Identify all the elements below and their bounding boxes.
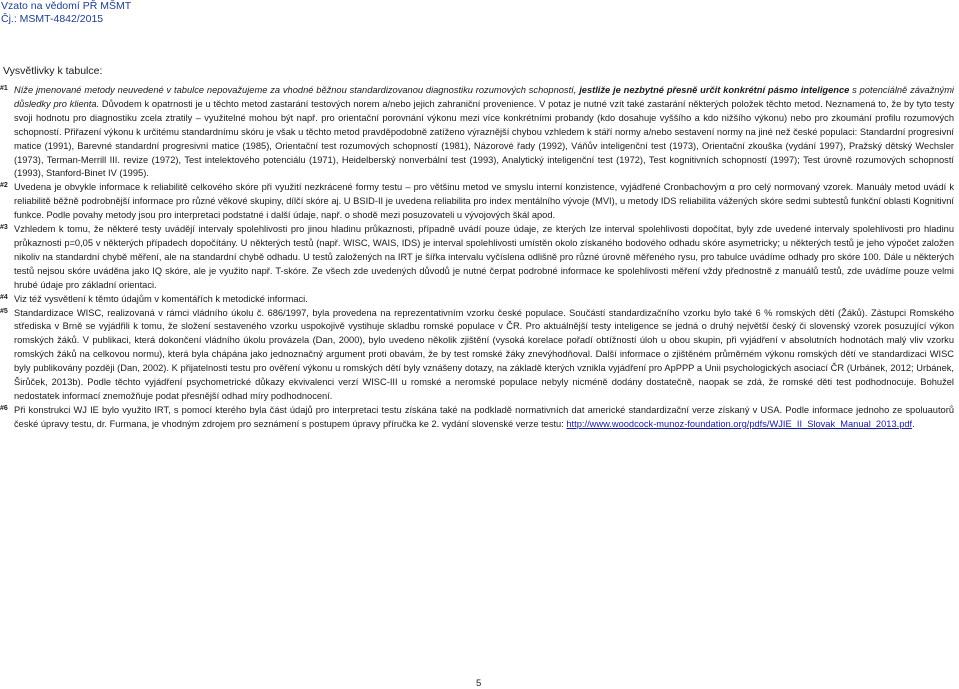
note-6-text-end: . [912, 418, 915, 429]
note-marker: #3 [0, 224, 8, 232]
note-1-intro-start: Níže jmenované metody neuvedené v tabulce nepovažujeme za vhodné běžnou standardizovanou diagnostiku rozumových schopností, [14, 85, 580, 95]
note-1 [0, 84, 954, 181]
note-6-text: Při konstrukci WJ IE bylo využito IRT, s pomocí kterého byla část údajů pro interpretaci testu získána také na podkladě normativních dat americké standardizační verze získaný v USA. Podle informace jednoho ze spoluautorů české úpravy testu, dr. Furmana, je vhodným zdrojem pro seznámení s postupem úpravy příručka ke 2. vydání slovenské verze testu: [14, 404, 954, 429]
header-reference-number: Čj.: MSMT-4842/2015 [1, 12, 104, 25]
note-1-text: Důvodem k opatrnosti je u těchto metod zastarání testových norem a/nebo jejich zahraniční provenience. V potaz je nutné vzít také zastarání některých položek těchto metod. Neznamená to, že by tyto testy svoji hodnotu pro diagnostiku zcela ztratily – využitelné mohou být např. pro orientační porovnání výkonu mezi více konkrétními probandy (kdo dosahuje vyššího a kdo nižšího výkonu) nebo pro zkoumání profilu rozumových schopností. Přiřazení výkonu k určitému standardnímu skóru je však u těchto metod pravděpodobně zatíženo výraznější chybou vzhledem k stáří normy a/nebo sestavení normy na jiné než české populaci: Standardní progresivní matice (1991), Barevné standardní progresivní matice (1985), Orientační test rozumových schopností (1981), Názorové řady (1992), Váňův inteligenční test (1973), Orientační zkouška (vydání 1997), Pražský dětský Wechsler (1973), Terman-Merrill III. revize (1972), Test intelektového potenciálu (1971), Heidelberský nonverbální test (1993), Analytický inteligenční test (1972), Test kognitivních schopností (1997); Test úrovně rozumových schopností (1993), Stanford-Binet IV (1995). [14, 98, 954, 179]
note-6 [0, 404, 954, 432]
note-2-text: Uvedena je obvykle informace k reliabilitě celkového skóre při využití nezkrácené formy testu – pro většinu metod ve smyslu interní konzistence, vyjádřené Cronbachovým α pro celý normovaný vzorek. Manuály metod uvádí k reliabilitě běžně podrobnější informace pro různé věkové skupiny, dílčí skóre aj. U BSID-II je uvedena reliabilita pro index mentálního vývoje (MVI), u metody IDS reliabilita vážených skóre sedmi subtestů funkční oblasti Kognitivní funkce. Podle povahy metody jsou pro interpretaci podstatné i další údaje, např. o shodě mezi posuzovateli u vývojových škál apod. [14, 182, 954, 221]
manual-link[interactable]: http://www.woodcock-munoz-foundation.org/pdfs/WJIE_II_Slovak_Manual_2013.pdf [566, 418, 913, 429]
document-header [1, 0, 131, 25]
legend-title: Vysvětlivky k tabulce: [3, 65, 103, 77]
note-4 [0, 293, 954, 307]
note-marker: #2 [0, 182, 8, 190]
note-1-intro-end: s potenciálně závažnými důsledky pro klienta. [14, 85, 955, 109]
page-number: 5 [476, 678, 482, 689]
note-3-text: Vzhledem k tomu, že některé testy uvádějí intervaly spolehlivosti pro jinou hladinu průkaznosti, případně uvádí pouze údaje, ze kterých lze interval spolehlivosti dopočítat, byly zde uvedené intervaly spolehlivosti pro hladinu průkaznosti p=0,05 v některých případech dopočítány. U některých testů (např. WISC, WAIS, IDS) je interval spolehlivosti umístěn okolo získaného bodového odhadu skóre asymetricky; u některých testů je jeho výpočet založen nikoliv na standardní chybě měření, ale na standardní chybě odhadu. U testů založených na IRT je šířka intervalu vyčíslena odlišně pro různé úrovně měřeného rysu, pro tabulce uvádíme odhady pro skóre 100. Dále u některých testů nejsou skóre uváděna jako IQ skóre, ale je využito např. T-skóre. Ze všech zde uvedených důvodů je nutné čerpat podrobné informace ke spolehlivosti měření vždy přednostně z manuálů testů, zde uvádíme pouze velmi hrubé údaje pro základní orientaci. [14, 224, 954, 290]
notes-list [0, 84, 959, 432]
note-3 [0, 223, 954, 293]
note-4-text: Viz též vysvětlení k těmto údajům v komentářích k metodické informaci. [14, 293, 308, 304]
note-marker: #4 [0, 293, 8, 301]
note-1-intro-bold: jestliže je nezbytné přesně určit konkrétní pásmo inteligence [579, 85, 850, 95]
note-5 [0, 307, 954, 404]
note-marker: #5 [0, 307, 8, 315]
note-5-text: Standardizace WISC, realizovaná v rámci vládního úkolu č. 686/1997, byla provedena na reprezentativním vzorku české populace. Součástí standardizačního vzorku bylo také 6 % romských dětí (Žáků). Zástupci Romského střediska v Brně se vyjádřili k tomu, že složení sestaveného vzorku uspokojivě vystihuje skladbu romské populace v ČR. Pro aktuálnější testy inteligence se jedná o druhý největší český či slovenský vzorek posuzující výkon romských žáků. V publikaci, která dokončení vládního úkolu provázela (Dan, 2000), bylo uvedeno několik zjištění (vysoká korelace pořadí obtížností úloh u obou skupin, při vyjádření v absolutních hodnotách malý vliv vzorku romských žáků na celkovou normu), která byla chápána jako jednoznačný argument proti obavám, že by test romské žáky znevýhodňoval. Další informace o zjištěném průměrném výkonu romských dětí ve standardizaci WISC byly publikovány později (Dan, 2002). K přijatelnosti testu pro ověření výkonu u romských dětí byly vznášeny dotazy, na základě kterých vznikla vyjádření pro ApPPP a Unii psychologických asociací ČR (Urbánek, 2012; Urbánek, Širůček, 2013b). Podle těchto vyjádření psychometrické důkazy ekvivalenci verzí WISC-III u romské a neromské populace nebyly nicméně dodány dostatečně, naopak se zdá, že romské děti test podhodnocuje. Bohužel nedostatek informací znemožňuje podat přesnější odhad míry podhodnocení. [14, 307, 954, 401]
header-approval-line: Vzato na vědomí PŘ MŠMT [1, 0, 132, 12]
note-marker: #6 [0, 404, 8, 412]
note-marker: #1 [0, 85, 8, 92]
note-2 [0, 181, 954, 223]
